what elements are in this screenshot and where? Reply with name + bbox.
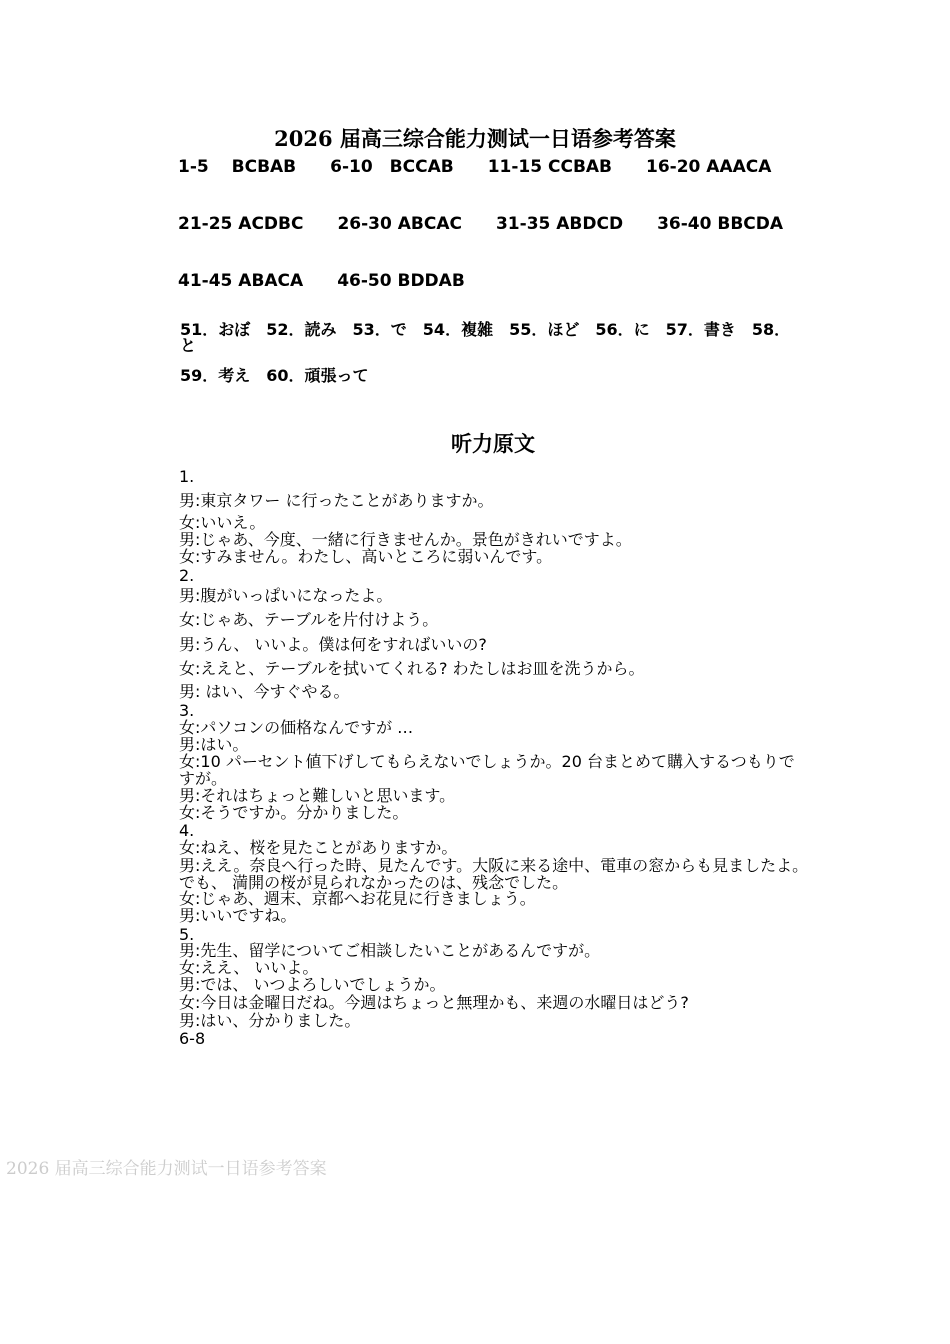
footer-watermark: 2026 届高三综合能力测试一日语参考答案 — [6, 1159, 327, 1179]
dialogue-line: 男:じゃあ、今度、一緒に行きませんか。景色がきれいですよ。 — [179, 530, 632, 549]
dialogue-line: 男: はい、今すぐやる。 — [179, 682, 350, 701]
dialogue-line: 男:では、 いつよろしいでしょうか。 — [179, 975, 446, 994]
dialogue-line: 男:はい。 — [179, 735, 249, 754]
dialogue-number: 3. — [179, 701, 195, 720]
answer-row-41-50: 41-45 ABACA 46-50 BDDAB — [178, 271, 465, 291]
answer-row-21-40: 21-25 ACDBC 26-30 ABCAC 31-35 ABDCD 36-40 BBCDA — [178, 214, 784, 234]
dialogue-line: 女:いいえ。 — [179, 513, 266, 532]
dialogue-line: 男:はい、分かりました。 — [179, 1011, 361, 1030]
answer-row-51-58: 51．おぼ 52．読み 53．で 54．複雑 55．ほど 56．に 57．書き 58．と — [180, 320, 791, 355]
dialogue-line: 女:今日は金曜日だね。今週はちょっと無理かも、来週の水曜日はどう? — [179, 993, 689, 1012]
dialogue-number: 2. — [179, 566, 195, 585]
dialogue-line: 女:パソコンの価格なんですが … — [179, 718, 414, 737]
dialogue-number: 5. — [179, 925, 195, 944]
dialogue-line: 女:じゃあ、テーブルを片付けよう。 — [179, 610, 439, 629]
dialogue-line: 女:10 パーセント値下げしてもらえないでしょうか。20 台まとめて購入するつもりですが。 — [179, 752, 795, 788]
dialogue-line: 女:じゃあ、週末、京都へお花見に行きましょう。 — [179, 889, 536, 908]
dialogue-line: 男:東京タワー に行ったことがありますか。 — [179, 491, 494, 510]
dialogue-line: 男:うん、 いいよ。僕は何をすればいいの? — [179, 635, 487, 654]
dialogue-line: 男:ええ。奈良へ行った時、見たんです。大阪に来る途中、電車の窓からも見ましたよ。でも、 満開の桜が見られなかったのは、残念でした。 — [179, 856, 809, 892]
dialogue-line: 男:先生、留学についてご相談したいことがあるんですが。 — [179, 941, 601, 960]
dialogue-line: 女:そうですか。分かりました。 — [179, 803, 409, 822]
dialogue-line: 男:腹がいっぱいになったよ。 — [179, 586, 393, 605]
listening-heading: 听力原文 — [451, 432, 535, 456]
dialogue-number: 4. — [179, 821, 195, 840]
page-title: 2026 届高三综合能力测试一日语参考答案 — [274, 126, 676, 151]
dialogue-number: 1. — [179, 467, 195, 486]
dialogue-line: 男:いいですね。 — [179, 906, 297, 925]
dialogue-line: 女:すみません。わたし、高いところに弱いんです。 — [179, 547, 553, 566]
dialogue-line: 女:ええ、 いいよ。 — [179, 958, 319, 977]
dialogue-line: 女:ええと、テーブルを拭いてくれる? わたしはお皿を洗うから。 — [179, 659, 645, 678]
dialogue-number: 6-8 — [179, 1029, 206, 1048]
dialogue-line: 男:それはちょっと難しいと思います。 — [179, 786, 456, 805]
dialogue-line: 女:ねえ、桜を見たことがありますか。 — [179, 838, 458, 857]
answer-row-1-20: 1-5 BCBAB 6-10 BCCAB 11-15 CCBAB 16-20 AAACA — [178, 157, 772, 177]
answer-row-59-60: 59．考え 60．頑張って — [180, 366, 369, 385]
